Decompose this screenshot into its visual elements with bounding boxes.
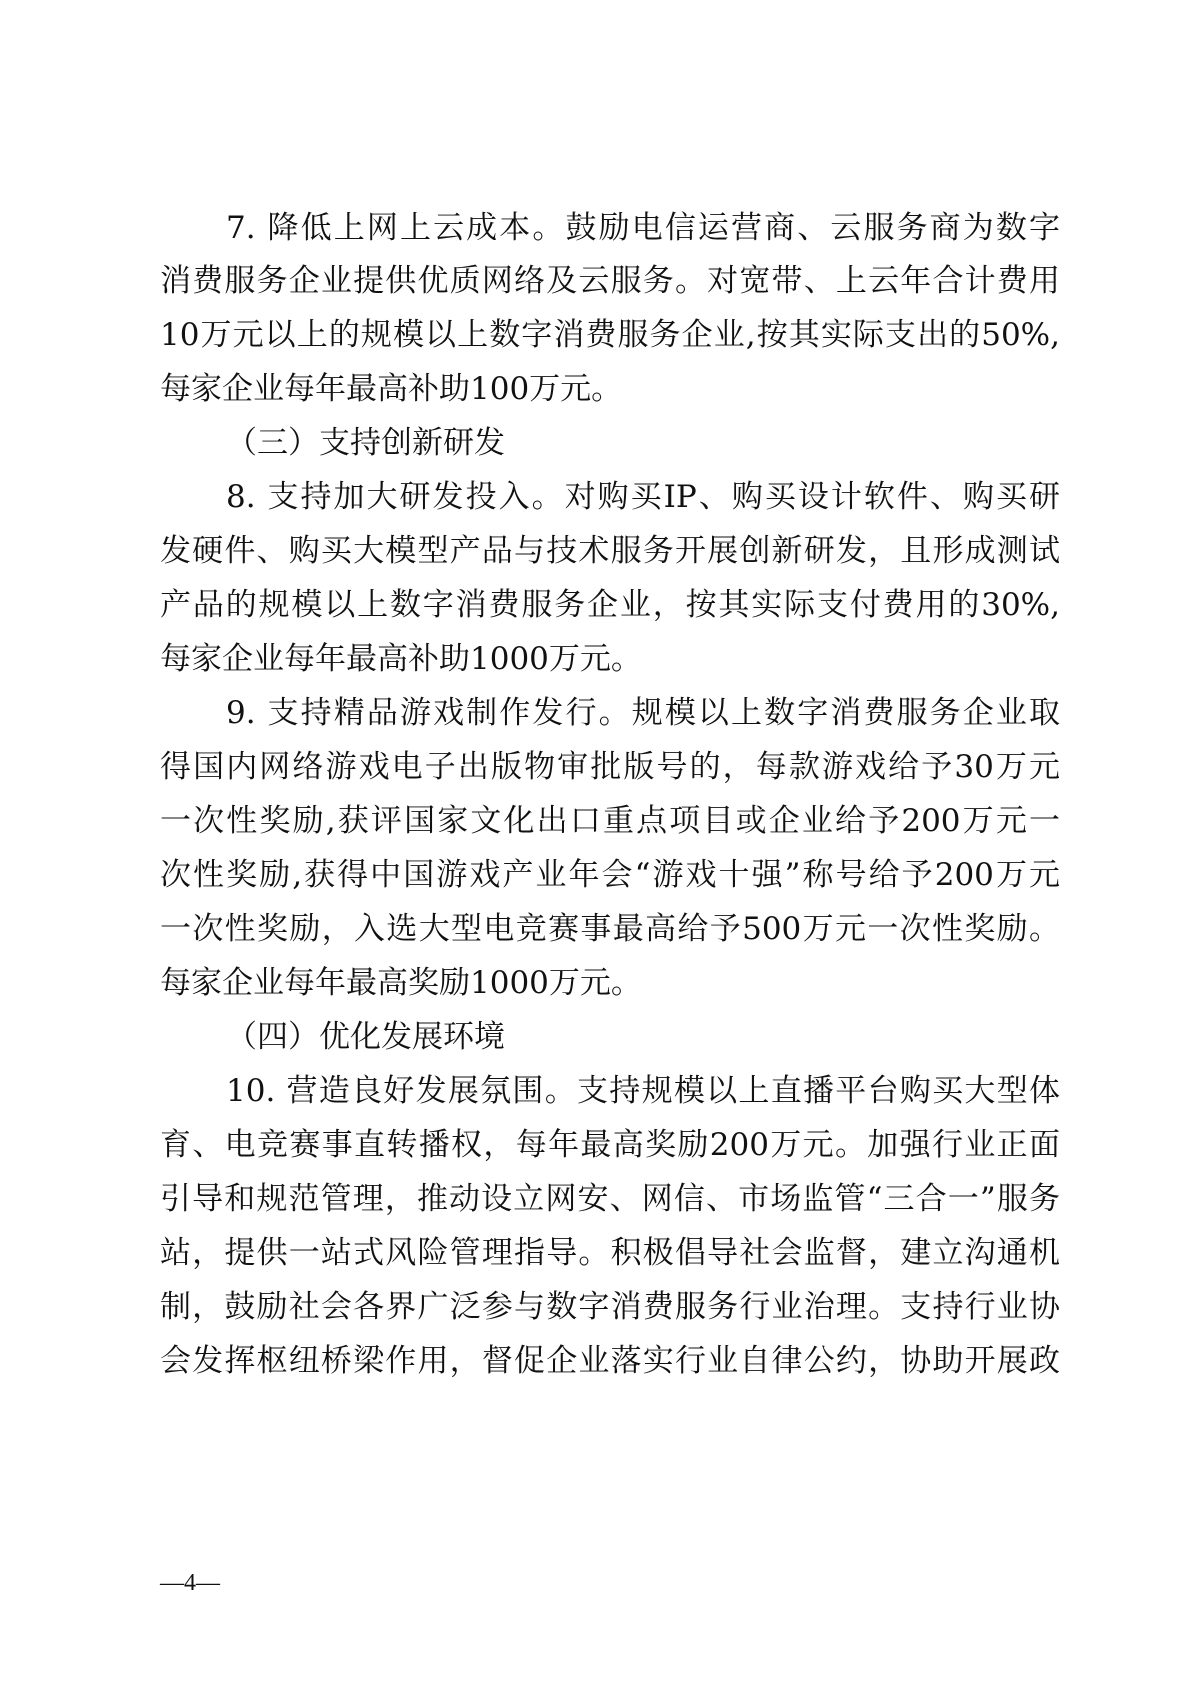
paragraph-10-line-6: 会发挥枢纽桥梁作用，督促企业落实行业自律公约，协助开展政 bbox=[160, 1343, 1060, 1379]
section-heading-3: （三）支持创新研发 bbox=[226, 425, 505, 461]
paragraph-8-line-1: 8. 支持加大研发投入。对购买IP、购买设计软件、购买研 bbox=[226, 479, 1060, 515]
page-number: —4— bbox=[160, 1570, 220, 1596]
paragraph-10-line-4: 站，提供一站式风险管理指导。积极倡导社会监督，建立沟通机 bbox=[160, 1235, 1060, 1271]
paragraph-10-line-5: 制，鼓励社会各界广泛参与数字消费服务行业治理。支持行业协 bbox=[160, 1289, 1060, 1325]
paragraph-7-line-1: 7. 降低上网上云成本。鼓励电信运营商、云服务商为数字 bbox=[226, 210, 1060, 246]
paragraph-8-line-2: 发硬件、购买大模型产品与技术服务开展创新研发，且形成测试 bbox=[160, 533, 1060, 569]
paragraph-10-line-2: 育、电竞赛事直转播权，每年最高奖励200万元。加强行业正面 bbox=[160, 1127, 1060, 1163]
paragraph-8-line-4: 每家企业每年最高补助1000万元。 bbox=[160, 641, 642, 677]
paragraph-7-line-3: 10万元以上的规模以上数字消费服务企业,按其实际支出的50%, bbox=[160, 317, 1060, 353]
paragraph-9-line-5: 一次性奖励，入选大型电竞赛事最高给予500万元一次性奖励。 bbox=[160, 911, 1060, 947]
paragraph-9-line-1: 9. 支持精品游戏制作发行。规模以上数字消费服务企业取 bbox=[226, 695, 1060, 731]
paragraph-8-line-3: 产品的规模以上数字消费服务企业，按其实际支付费用的30%, bbox=[160, 587, 1060, 623]
paragraph-9-line-2: 得国内网络游戏电子出版物审批版号的，每款游戏给予30万元 bbox=[160, 749, 1060, 785]
section-heading-4: （四）优化发展环境 bbox=[226, 1019, 505, 1055]
paragraph-9-line-4: 次性奖励,获得中国游戏产业年会“游戏十强”称号给予200万元 bbox=[160, 857, 1060, 893]
paragraph-9-line-3: 一次性奖励,获评国家文化出口重点项目或企业给予200万元一 bbox=[160, 803, 1060, 839]
paragraph-7-line-2: 消费服务企业提供优质网络及云服务。对宽带、上云年合计费用 bbox=[160, 263, 1060, 299]
paragraph-10-line-1: 10. 营造良好发展氛围。支持规模以上直播平台购买大型体 bbox=[226, 1073, 1060, 1109]
paragraph-7-line-4: 每家企业每年最高补助100万元。 bbox=[160, 371, 623, 407]
paragraph-9-line-6: 每家企业每年最高奖励1000万元。 bbox=[160, 965, 642, 1001]
paragraph-10-line-3: 引导和规范管理，推动设立网安、网信、市场监管“三合一”服务 bbox=[160, 1181, 1060, 1217]
